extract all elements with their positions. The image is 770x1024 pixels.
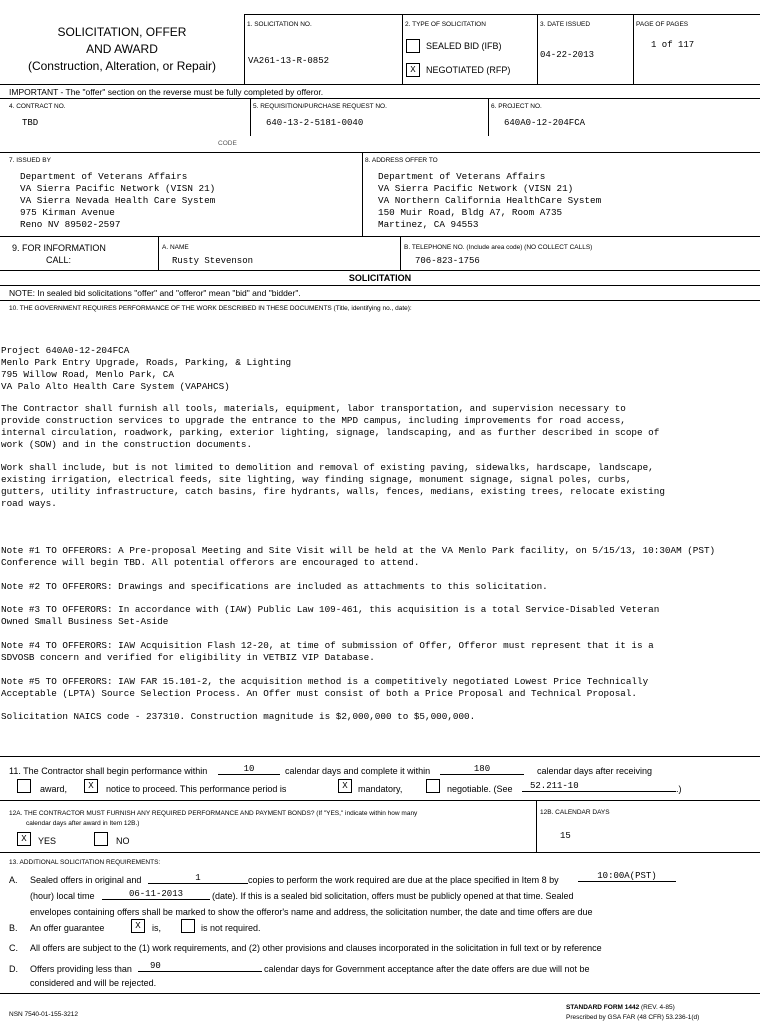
- solicitation-no-value: VA261-13-R-0852: [248, 56, 330, 66]
- item12b-label: 12B. CALENDAR DAYS: [540, 809, 610, 816]
- item13d-text1: Offers providing less than: [30, 964, 132, 974]
- project-no-value: 640A0-12-204FCA: [504, 118, 586, 128]
- address-offer-line: VA Northern California HealthCare System: [378, 195, 602, 206]
- telephone-label: B. TELEPHONE NO. (Include area code) (NO COLLECT CALLS): [404, 244, 593, 251]
- negotiable-checkbox[interactable]: [426, 779, 440, 793]
- item13b-text: An offer guarantee: [30, 923, 105, 933]
- page-of-pages-label: PAGE OF PAGES: [636, 21, 689, 28]
- info-call-label-line1: 9. FOR INFORMATION: [12, 243, 106, 253]
- sealed-bid-note: NOTE: In sealed bid solicitations "offer" and "offeror" mean "bid" and "bidder".: [9, 288, 301, 298]
- naics-note: Solicitation NAICS code - 237310. Construction magnitude is $2,000,000 to $5,000,000.: [1, 711, 476, 722]
- mandatory-checkbox[interactable]: X: [338, 779, 352, 793]
- address-offer-line: 150 Muir Road, Bldg A7, Room A735: [378, 207, 563, 218]
- acceptance-days-field[interactable]: 90: [138, 961, 262, 972]
- item13a-text3: (hour) local time: [30, 891, 95, 901]
- project-no-label: 6. PROJECT NO.: [491, 103, 542, 110]
- form-number: [566, 1004, 675, 1011]
- item13a-letter: A.: [9, 875, 18, 885]
- bonds-no-label: NO: [116, 836, 130, 846]
- guarantee-is-label: is,: [152, 923, 161, 933]
- complete-days-field[interactable]: 180: [440, 764, 524, 775]
- work-paragraph: Work shall include, but is not limited to demolition and removal of existing paving, sidewalks, hardscape, landscape, existing irrigation, electrical feeds, site lighting, way finding signage, monument signage, signal poles, curbs, gutters, utility infrastructure, catch basins, fire hydrants, walls, fences, medians, existing trees, relocate existing road ways.: [1, 462, 665, 509]
- sealed-bid-label: SEALED BID (IFB): [426, 41, 502, 51]
- address-offer-line: Department of Veterans Affairs: [378, 171, 546, 182]
- date-issued-label: 3. DATE ISSUED: [540, 21, 591, 28]
- due-date-field[interactable]: 06-11-2013: [102, 889, 210, 900]
- item13c-letter: C.: [9, 943, 18, 953]
- solicitation-type-label: 2. TYPE OF SOLICITATION: [405, 21, 486, 28]
- begin-days-field[interactable]: 10: [218, 764, 280, 775]
- item13a-text2: copies to perform the work required are due at the place specified in Item 8 by: [248, 875, 559, 885]
- notice-to-proceed-label: notice to proceed. This performance period is: [106, 784, 287, 794]
- item12b-value: 15: [560, 831, 571, 841]
- form-title: [0, 24, 244, 75]
- requisition-label: 5. REQUISITION/PURCHASE REQUEST NO.: [253, 103, 387, 110]
- due-time-field[interactable]: 10:00A(PST): [578, 871, 676, 882]
- contract-no-label: 4. CONTRACT NO.: [9, 103, 66, 110]
- mandatory-label: mandatory,: [358, 784, 403, 794]
- item10-label: 10. THE GOVERNMENT REQUIRES PERFORMANCE OF THE WORK DESCRIBED IN THESE DOCUMENTS (Title, identifying no., date):: [9, 305, 412, 312]
- copies-field[interactable]: 1: [148, 873, 248, 884]
- form-title-line1: SOLICITATION, OFFER: [57, 25, 187, 39]
- item13a-text4: (date). If this is a sealed bid solicitation, offers must be publicly opened at that time. Sealed: [212, 891, 574, 901]
- form-title-line3: (Construction, Alteration, or Repair): [27, 59, 217, 73]
- name-label: A. NAME: [162, 244, 189, 251]
- form-number-bold: STANDARD FORM 1442: [566, 1004, 640, 1011]
- solicitation-heading: SOLICITATION: [348, 273, 412, 283]
- bonds-yes-checkbox[interactable]: X: [17, 832, 31, 846]
- form-revision: (REV. 4-85): [641, 1004, 675, 1011]
- note-3: Note #3 TO OFFERORS: In accordance with (IAW) Public Law 109-461, this acquisition is a total Service-Disabled Veteran Owned Small Business Set-Aside: [1, 604, 660, 627]
- item13a-text5: envelopes containing offers shall be marked to show the offeror's name and address, the solicitation number, the date and time offers are due: [30, 907, 593, 917]
- negotiable-label: negotiable. (See: [447, 784, 513, 794]
- page-of-pages-value: 1 of 117: [651, 40, 695, 50]
- issued-by-line: VA Sierra Nevada Health Care System: [20, 195, 216, 206]
- item13d-text2: calendar days for Government acceptance after the date offers are due will not be: [264, 964, 590, 974]
- project-block: Project 640A0-12-204FCA Menlo Park Entry Upgrade, Roads, Parking, & Lighting 795 Willow Road, Menlo Park, CA VA Palo Alto Health Care System (VAPAHCS): [1, 345, 292, 392]
- item13d-letter: D.: [9, 964, 18, 974]
- notice-to-proceed-checkbox[interactable]: X: [84, 779, 98, 793]
- solicitation-no-label: 1. SOLICITATION NO.: [247, 21, 312, 28]
- important-note: IMPORTANT - The "offer" section on the reverse must be fully completed by offeror.: [9, 87, 324, 97]
- issued-by-line: Department of Veterans Affairs: [20, 171, 188, 182]
- issued-by-line: VA Sierra Pacific Network (VISN 21): [20, 183, 216, 194]
- address-offer-line: Martinez, CA 94553: [378, 219, 479, 230]
- item11-text-b: calendar days and complete it within: [285, 766, 431, 776]
- bonds-no-checkbox[interactable]: [94, 832, 108, 846]
- item13c-text: All offers are subject to the (1) work requirements, and (2) other provisions and clauses incorporated in the solicitation in full text or by reference: [30, 943, 602, 953]
- code-label: CODE: [218, 140, 237, 147]
- issued-by-line: 975 Kirman Avenue: [20, 207, 115, 218]
- negotiated-label: NEGOTIATED (RFP): [426, 65, 511, 75]
- contract-no-value: TBD: [22, 118, 39, 128]
- guarantee-is-checkbox[interactable]: X: [131, 919, 145, 933]
- issued-by-line: Reno NV 89502-2597: [20, 219, 121, 230]
- issued-by-label: 7. ISSUED BY: [9, 157, 51, 164]
- nsn-number: NSN 7540-01-155-3212: [9, 1011, 79, 1018]
- address-offer-address: [378, 171, 601, 231]
- note-4: Note #4 TO OFFERORS: IAW Acquisition Flash 12-20, at time of submission of Offer, Offeror must represent that it is a SDVOSB concern and verified for eligibility in VETBIZ VIP Database.: [1, 640, 654, 663]
- negotiated-checkbox[interactable]: X: [406, 63, 420, 77]
- item13-label: 13. ADDITIONAL SOLICITATION REQUIREMENTS:: [9, 859, 161, 866]
- address-offer-line: VA Sierra Pacific Network (VISN 21): [378, 183, 574, 194]
- issued-by-address: [20, 171, 215, 231]
- item13a-text1: Sealed offers in original and: [30, 875, 142, 885]
- item12a-label-line1: 12A. THE CONTRACTOR MUST FURNISH ANY REQUIRED PERFORMANCE AND PAYMENT BONDS? (If "YES," indicate within how many: [9, 810, 418, 817]
- item12a-label-line2: calendar days after award in Item 12B.): [26, 820, 140, 827]
- item11-text-c: calendar days after receiving: [537, 766, 653, 776]
- guarantee-is-not-checkbox[interactable]: [181, 919, 195, 933]
- see-reference-field[interactable]: 52.211-10: [522, 781, 676, 792]
- telephone-value: 706-823-1756: [415, 256, 480, 266]
- item11-close: .): [676, 784, 682, 794]
- item11-text-a: 11. The Contractor shall begin performance within: [9, 766, 208, 776]
- note-1: Note #1 TO OFFERORS: A Pre-proposal Meeting and Site Visit will be held at the VA Menlo Park facility, on 5/15/13, 10:30AM (PST) Conference will begin TBD. All potential offerors are encouraged to attend.: [1, 545, 716, 568]
- scope-paragraph: The Contractor shall furnish all tools, materials, equipment, labor transportation, and supervision necessary to provide construction services to upgrade the entrance to the MPD campus, including improvements for road access, internal circulation, roadwork, parking, exterior lighting, signage, landscaping, and as further described in scope of work (SOW) and in the construction documents.: [1, 403, 660, 450]
- info-call-label-line2: CALL:: [46, 255, 72, 265]
- note-2: Note #2 TO OFFERORS: Drawings and specifications are included as attachments to this solicitation.: [1, 581, 548, 592]
- item13b-letter: B.: [9, 923, 18, 933]
- bonds-yes-label: YES: [38, 836, 57, 846]
- contact-name-value: Rusty Stevenson: [172, 256, 254, 266]
- date-issued-value: 04-22-2013: [540, 50, 595, 60]
- sealed-bid-checkbox[interactable]: [406, 39, 420, 53]
- guarantee-is-not-label: is not required.: [201, 923, 261, 933]
- award-label: award,: [40, 784, 68, 794]
- address-offer-label: 8. ADDRESS OFFER TO: [365, 157, 438, 164]
- award-checkbox[interactable]: [17, 779, 31, 793]
- requisition-value: 640-13-2-5181-0040: [266, 118, 364, 128]
- form-title-line2: AND AWARD: [86, 42, 158, 56]
- prescribed-by: Prescribed by GSA FAR (48 CFR) 53.236-1(d): [566, 1014, 700, 1021]
- note-5: Note #5 TO OFFERORS: IAW FAR 15.101-2, the acquisition method is a competitively negotiated Lowest Price Technically Acceptable (LPTA) Source Selection Process. An Offer must consist of both a Price Proposal and Technical Proposal.: [1, 676, 649, 699]
- item13d-text3: considered and will be rejected.: [30, 978, 157, 988]
